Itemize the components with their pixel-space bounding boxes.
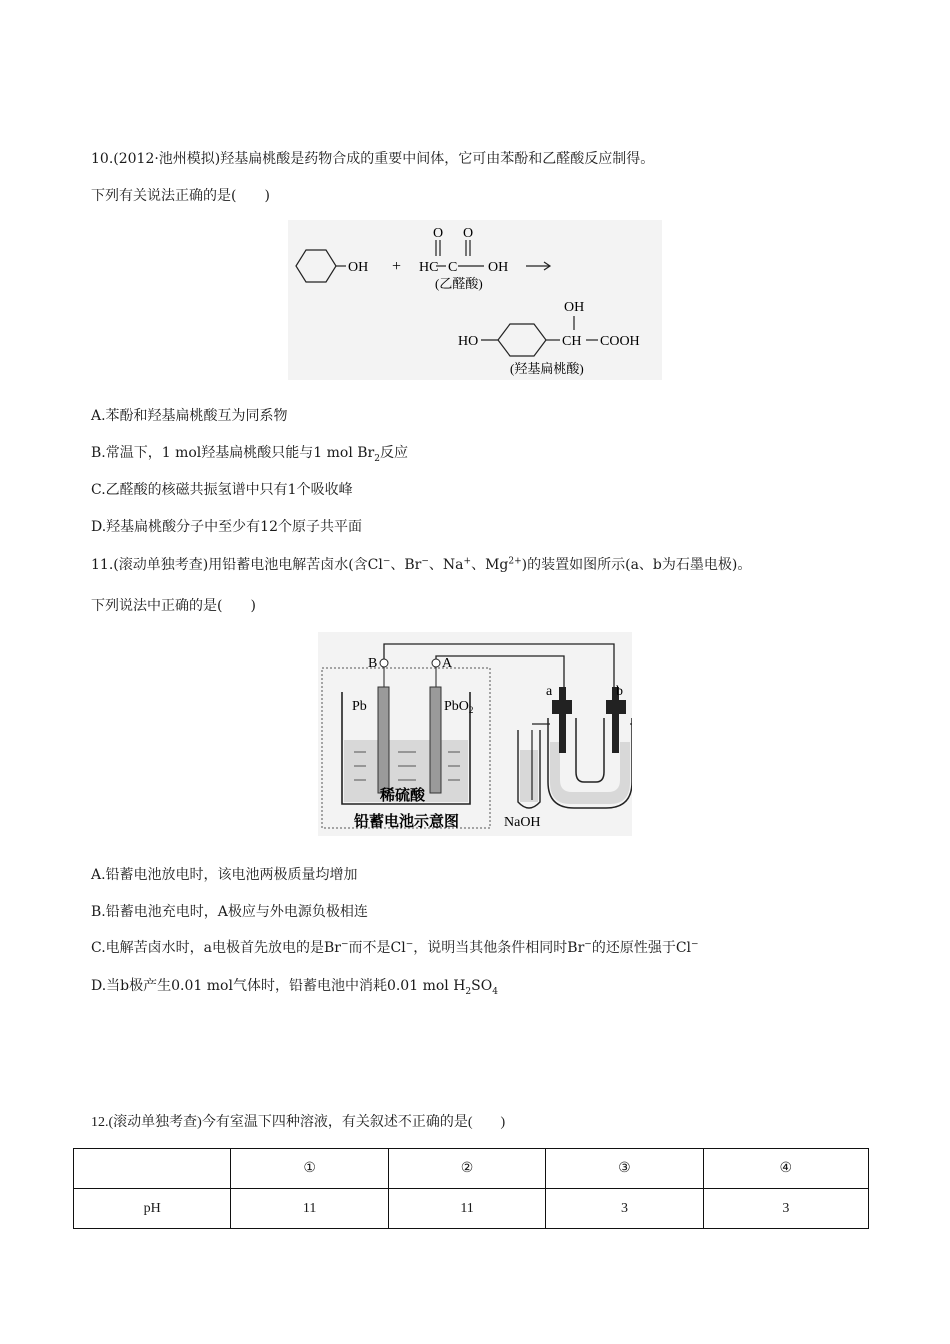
product-oh: OH	[564, 300, 585, 315]
q11-stem-line1: 11.(滚动单独考查)用铅蓄电池电解苦卤水(含Cl−、Br−、Na+、$Mg^{2+}$)的装置如图所示(a、b为石墨电极)。	[91, 556, 752, 573]
table-cell: 11	[388, 1189, 545, 1229]
terminal-a	[432, 659, 440, 667]
electrode-a	[559, 687, 566, 753]
phenol-ring	[296, 250, 336, 282]
q10-stem-line1: 10.(2012·池州模拟)羟基扁桃酸是药物合成的重要中间体，它可由苯酚和乙醛酸反应制得。	[91, 151, 655, 167]
hc-text: HC	[419, 260, 439, 275]
q10-option-d: D.羟基扁桃酸分子中至少有12个原子共平面	[91, 519, 362, 535]
table-header-cell: ③	[546, 1149, 703, 1189]
pbo2-electrode	[430, 687, 441, 793]
q11-option-d: D.当b极产生0.01 mol气体时，铅蓄电池中消耗0.01 mol $H_2SO_4$	[91, 978, 498, 997]
q12-table	[73, 1148, 869, 1229]
reaction-scheme	[288, 220, 662, 380]
table-cell: 3	[546, 1189, 703, 1229]
table-header-cell: ①	[231, 1149, 388, 1189]
phenol-oh: OH	[348, 260, 369, 275]
table-row	[74, 1189, 869, 1229]
o1-text: O	[433, 226, 444, 241]
c-text: C	[448, 260, 458, 275]
battery-caption: 铅蓄电池示意图	[354, 814, 460, 830]
q11-apparatus-figure	[318, 632, 632, 836]
o2-text: O	[463, 226, 474, 241]
pbo2-label: PbO$_2$	[444, 699, 474, 715]
terminal-b	[380, 659, 388, 667]
table-cell: 11	[231, 1189, 388, 1229]
q10-reaction-figure	[288, 220, 662, 380]
naoh-label: NaOH	[504, 815, 541, 830]
product-ch: CH	[562, 334, 582, 349]
label-b-electrode: b	[616, 684, 623, 699]
pb-label: Pb	[352, 699, 367, 714]
q10-option-c: C.乙醛酸的核磁共振氢谱中只有1个吸收峰	[91, 482, 353, 498]
electrolyte-label: 稀硫酸	[380, 788, 426, 804]
product-ho: HO	[458, 334, 479, 349]
q11-option-b: B.铅蓄电池充电时，A极应与外电源负极相连	[91, 904, 368, 920]
product-ring	[498, 324, 546, 356]
apparatus-diagram	[318, 632, 632, 836]
q10-option-b: B.常温下，1 mol羟基扁桃酸只能与1 mol $Br_2$反应	[91, 445, 408, 464]
label-a: A	[442, 656, 453, 671]
q12-stem: 12.(滚动单独考查)今有室温下四种溶液，有关叙述不正确的是( )	[91, 1115, 506, 1130]
table-header-cell: ④	[703, 1149, 868, 1189]
table-cell: 3	[703, 1189, 868, 1229]
glyoxylic-label: (乙醛酸)	[435, 276, 483, 291]
product-cooh: COOH	[600, 334, 640, 349]
q11-option-c: C.电解苦卤水时，a电极首先放电的是Br−而不是Cl−，说明当其他条件相同时Br−的还原性强于Cl−	[91, 939, 699, 956]
label-a-electrode: a	[546, 684, 553, 699]
table-header-cell: ②	[388, 1149, 545, 1189]
glyoxylic-oh: OH	[488, 260, 509, 275]
plus-sign: +	[392, 258, 402, 275]
table-header-cell	[74, 1149, 231, 1189]
label-b: B	[368, 656, 378, 671]
table-row-label: pH	[74, 1189, 231, 1229]
pb-electrode	[378, 687, 389, 793]
q10-stem-line2: 下列有关说法正确的是( )	[91, 188, 270, 204]
product-label: (羟基扁桃酸)	[510, 361, 584, 376]
table-header-row	[74, 1149, 869, 1189]
q11-stem-line2: 下列说法中正确的是( )	[91, 598, 256, 614]
q11-option-a: A.铅蓄电池放电时，该电池两极质量均增加	[91, 867, 358, 883]
q10-option-a: A.苯酚和羟基扁桃酸互为同系物	[91, 408, 288, 424]
